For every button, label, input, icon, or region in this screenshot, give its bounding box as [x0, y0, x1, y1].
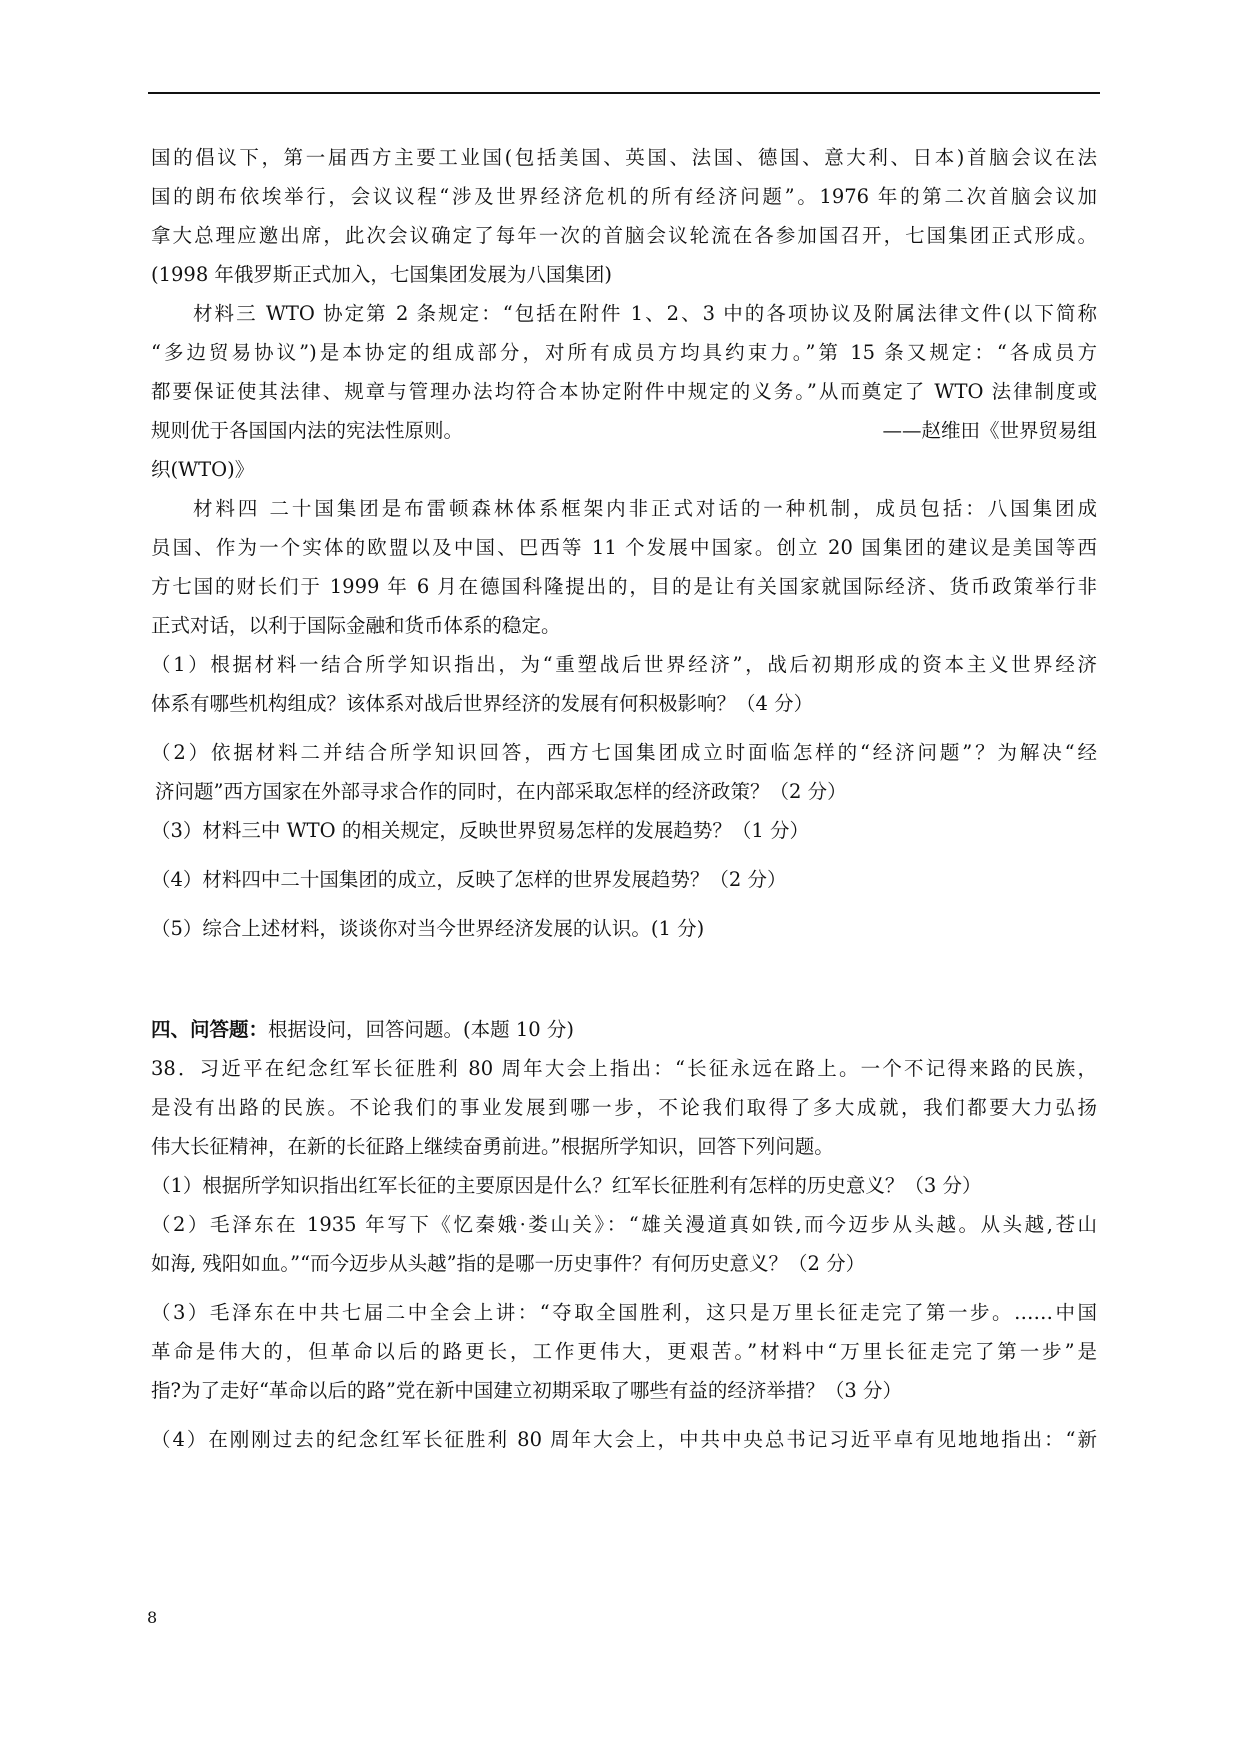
section-instruction: 根据设问，回答问题。(本题 10 分): [268, 1018, 574, 1041]
material4-line: 方七国的财长们于 1999 年 6 月在德国科隆提出的，目的是让有关国家就国际经济、货币政策举行非: [151, 575, 1097, 598]
material2-line: (1998 年俄罗斯正式加入，七国集团发展为八国集团): [151, 263, 613, 286]
question-38-part-2-cont: 如海, 残阳如血。”“而今迈步从头越”指的是哪一历史事件？有何历史意义？（2 分）: [151, 1252, 866, 1275]
material3-line: 都要保证使其法律、规章与管理办法均符合本协定附件中规定的义务。”从而奠定了 WTO 法律制度或: [151, 380, 1097, 403]
material3-source-row: [151, 411, 1097, 450]
material2-line: 国的朗布依埃举行，会议议程“涉及世界经济危机的所有经济问题”。1976 年的第二次首脑会议加: [151, 185, 1097, 208]
question-38-part-3: （3）毛泽东在中共七届二中全会上讲：“夺取全国胜利，这只是万里长征走完了第一步。……中国: [151, 1301, 1097, 1324]
material3-source-cont: 织(WTO)》: [151, 458, 255, 481]
question-3: （3）材料三中 WTO 的相关规定，反映世界贸易怎样的发展趋势？（1 分）: [151, 819, 809, 842]
material2-line: 拿大总理应邀出席，此次会议确定了每年一次的首脑会议轮流在各参加国召开，七国集团正式形成。: [151, 224, 1097, 247]
question-2-cont: 济问题”西方国家在外部寻求合作的同时，在内部采取怎样的经济政策？（2 分）: [155, 780, 847, 803]
question-38-part-1: （1）根据所学知识指出红军长征的主要原因是什么？红军长征胜利有怎样的历史意义？（3 分）: [151, 1174, 982, 1197]
question-38-part-3-cont: 革命是伟大的，但革命以后的路更长，工作更伟大，更艰苦。”材料中“万里长征走完了第一步”是: [151, 1340, 1097, 1363]
material4-line: 员国、作为一个实体的欧盟以及中国、巴西等 11 个发展中国家。创立 20 国集团的建议是美国等西: [151, 536, 1097, 559]
question-4: （4）材料四中二十国集团的成立，反映了怎样的世界发展趋势？（2 分）: [151, 868, 787, 891]
question-1: （1）根据材料一结合所学知识指出，为“重塑战后世界经济”，战后初期形成的资本主义世界经济: [151, 653, 1097, 676]
question-38-stem: 是没有出路的民族。不论我们的事业发展到哪一步，不论我们取得了多大成就，我们都要大力弘扬: [151, 1096, 1097, 1119]
section-title: 四、问答题：: [151, 1018, 269, 1041]
question-38-stem: 38．习近平在纪念红军长征胜利 80 周年大会上指出：“长征永远在路上。一个不记得来路的民族，: [151, 1057, 1097, 1080]
page-content: [151, 138, 1097, 1459]
question-38-part-4: （4）在刚刚过去的纪念红军长征胜利 80 周年大会上，中共中央总书记习近平卓有见地地指出：“新: [151, 1428, 1097, 1451]
material4-line: 正式对话，以利于国际金融和货币体系的稳定。: [151, 614, 561, 637]
page-number: 8: [147, 1608, 158, 1627]
header-rule: [148, 92, 1100, 94]
question-38-part-3-cont: 指?为了走好“革命以后的路”党在新中国建立初期采取了哪些有益的经济举措？（3 分）: [151, 1379, 902, 1402]
question-1-cont: 体系有哪些机构组成？该体系对战后世界经济的发展有何积极影响？（4 分）: [151, 692, 814, 715]
question-38-stem: 伟大长征精神，在新的长征路上继续奋勇前进。”根据所学知识，回答下列问题。: [151, 1135, 834, 1158]
question-2: （2）依据材料二并结合所学知识回答，西方七国集团成立时面临怎样的“经济问题”？为解决“经: [151, 741, 1097, 764]
material3-source: ——赵维田《世界贸易组: [882, 419, 1097, 442]
question-5: （5）综合上述材料，谈谈你对当今世界经济发展的认识。(1 分): [151, 917, 705, 940]
material3-line: 材料三 WTO 协定第 2 条规定：“包括在附件 1、2、3 中的各项协议及附属法律文件(以下简称: [193, 302, 1097, 325]
question-38-part-2: （2）毛泽东在 1935 年写下《忆秦娥·娄山关》：“雄关漫道真如铁,而今迈步从头越。从头越,苍山: [151, 1213, 1097, 1236]
material3-line: 规则优于各国国内法的宪法性原则。: [151, 419, 464, 442]
section-heading: [151, 1010, 1097, 1049]
material3-line: “多边贸易协议”)是本协定的组成部分，对所有成员方均具约束力。”第 15 条又规定：“各成员方: [151, 341, 1097, 364]
material2-line: 国的倡议下，第一届西方主要工业国(包括美国、英国、法国、德国、意大利、日本)首脑会议在法: [151, 146, 1097, 169]
material4-line: 材料四 二十国集团是布雷顿森林体系框架内非正式对话的一种机制，成员包括：八国集团成: [193, 497, 1097, 520]
